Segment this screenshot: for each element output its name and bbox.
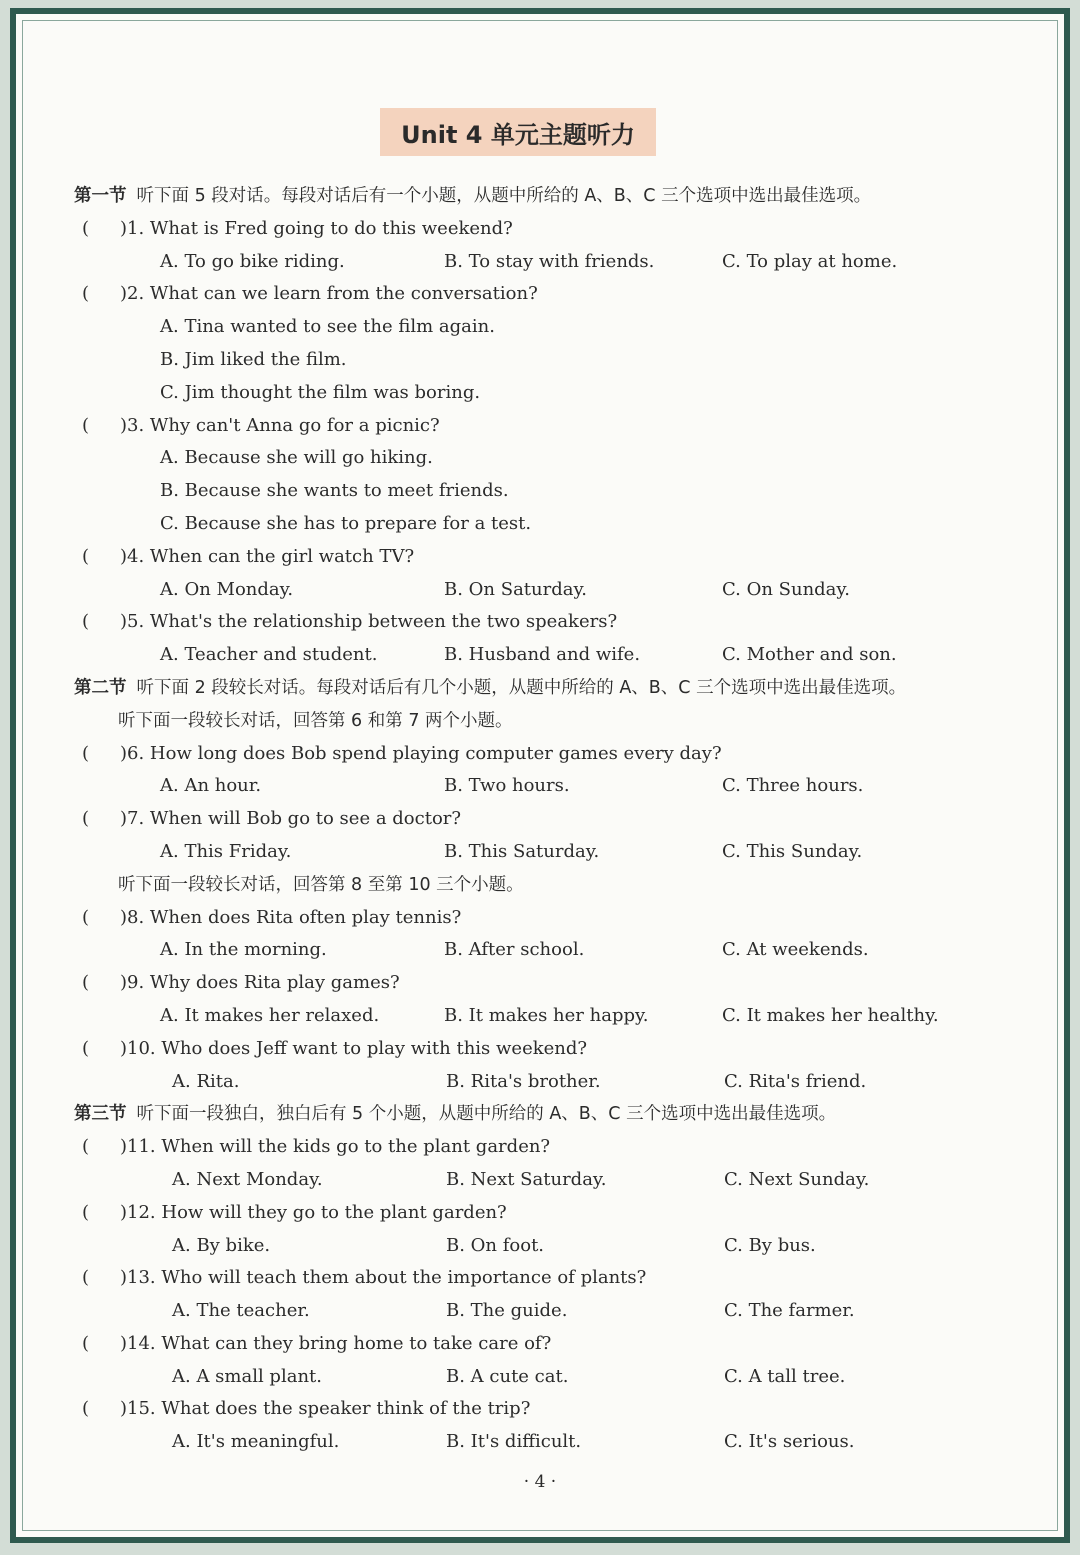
option-c: C. A tall tree. <box>724 1365 846 1387</box>
option-a: A. Next Monday. <box>172 1168 323 1190</box>
option-b: B. It makes her happy. <box>444 1004 649 1026</box>
option-b: B. The guide. <box>446 1300 568 1322</box>
question-text: )4. When can the girl watch TV? <box>120 545 415 567</box>
question-text: )10. Who does Jeff want to play with this weekend? <box>120 1037 588 1059</box>
answer-blank[interactable]: ( <box>82 283 90 305</box>
option-a: A. An hour. <box>160 775 262 797</box>
answer-blank[interactable]: ( <box>82 972 90 994</box>
answer-blank[interactable]: ( <box>82 742 90 764</box>
answer-blank[interactable]: ( <box>82 217 90 239</box>
option-a: A. A small plant. <box>172 1365 322 1387</box>
option-c: C. Jim thought the film was boring. <box>160 381 481 403</box>
option-c: C. Next Sunday. <box>724 1168 870 1190</box>
option-b: B. On Saturday. <box>444 578 587 600</box>
page-title: Unit 4 单元主题听力 <box>380 108 656 156</box>
option-a: A. In the morning. <box>160 939 327 961</box>
question-text: )1. What is Fred going to do this weekend? <box>120 217 513 239</box>
option-c: C. This Sunday. <box>722 840 863 862</box>
option-a: A. The teacher. <box>172 1300 310 1322</box>
option-a: A. It's meaningful. <box>172 1431 340 1453</box>
question-8-options <box>74 934 1044 967</box>
question-text: )6. How long does Bob spend playing computer games every day? <box>120 742 722 764</box>
option-b: B. Husband and wife. <box>444 644 641 666</box>
question-text: )3. Why can't Anna go for a picnic? <box>120 414 440 436</box>
answer-blank[interactable]: ( <box>82 1398 90 1420</box>
question-9-options <box>74 1000 1044 1033</box>
section-3-instruction <box>74 1098 1044 1131</box>
option-b: B. Rita's brother. <box>446 1070 601 1092</box>
option-b: B. A cute cat. <box>446 1365 569 1387</box>
answer-blank[interactable]: ( <box>82 906 90 928</box>
question-text: )15. What does the speaker think of the trip? <box>120 1398 531 1420</box>
option-b: B. After school. <box>444 939 585 961</box>
answer-blank[interactable]: ( <box>82 1037 90 1059</box>
section-label: 第三节 <box>74 1104 127 1125</box>
question-15-options <box>74 1426 1044 1459</box>
option-c: C. The farmer. <box>724 1300 855 1322</box>
option-c: C. To play at home. <box>722 250 898 272</box>
option-c: C. It makes her healthy. <box>722 1004 939 1026</box>
option-c: C. Mother and son. <box>722 644 897 666</box>
option-c: C. Three hours. <box>722 775 864 797</box>
subsection-instruction: 听下面一段较长对话，回答第 6 和第 7 两个小题。 <box>118 710 513 731</box>
option-c: C. By bus. <box>724 1234 816 1256</box>
option-c: C. On Sunday. <box>722 578 850 600</box>
option-b: B. Because she wants to meet friends. <box>160 480 509 502</box>
option-a: A. By bike. <box>172 1234 271 1256</box>
option-c: C. Because she has to prepare for a test. <box>160 512 532 534</box>
question-4 <box>74 541 1044 574</box>
option-a: A. Tina wanted to see the film again. <box>160 316 495 338</box>
option-b: B. To stay with friends. <box>444 250 655 272</box>
question-12 <box>74 1197 1044 1230</box>
question-15 <box>74 1393 1044 1426</box>
page-number: · 4 · <box>523 1472 557 1492</box>
question-10 <box>74 1033 1044 1066</box>
section-text: 听下面一段独白，独白后有 5 个小题，从题中所给的 A、B、C 三个选项中选出最佳选项。 <box>136 1104 837 1125</box>
question-13-options <box>74 1295 1044 1328</box>
question-11-options <box>74 1164 1044 1197</box>
answer-blank[interactable]: ( <box>82 414 90 436</box>
question-7-options <box>74 836 1044 869</box>
option-b: B. Jim liked the film. <box>160 348 347 370</box>
question-12-options <box>74 1230 1044 1263</box>
question-6-options <box>74 770 1044 803</box>
question-10-options <box>74 1066 1044 1099</box>
section-2-instruction <box>74 672 1044 705</box>
section-text: 听下面 2 段较长对话。每段对话后有几个小题，从题中所给的 A、B、C 三个选项中选出最佳选项。 <box>136 677 907 698</box>
section-1-instruction <box>74 180 1044 213</box>
question-text: )8. When does Rita often play tennis? <box>120 906 462 928</box>
answer-blank[interactable]: ( <box>82 808 90 830</box>
question-5 <box>74 606 1044 639</box>
answer-blank[interactable]: ( <box>82 1332 90 1354</box>
option-b: B. This Saturday. <box>444 840 600 862</box>
question-5-options <box>74 639 1044 672</box>
question-4-options <box>74 574 1044 607</box>
question-text: )7. When will Bob go to see a doctor? <box>120 808 462 830</box>
answer-blank[interactable]: ( <box>82 1136 90 1158</box>
option-c: C. At weekends. <box>722 939 869 961</box>
section-label: 第二节 <box>74 677 127 698</box>
option-a: A. To go bike riding. <box>160 250 345 272</box>
answer-blank[interactable]: ( <box>82 1201 90 1223</box>
question-14 <box>74 1328 1044 1361</box>
question-2 <box>74 278 1044 311</box>
question-1 <box>74 213 1044 246</box>
option-c: C. It's serious. <box>724 1431 855 1453</box>
worksheet-body <box>74 180 1044 1459</box>
question-8 <box>74 902 1044 935</box>
option-a: A. It makes her relaxed. <box>160 1004 380 1026</box>
question-13 <box>74 1262 1044 1295</box>
question-text: )9. Why does Rita play games? <box>120 972 400 994</box>
option-a: A. On Monday. <box>160 578 294 600</box>
option-a: A. Rita. <box>172 1070 240 1092</box>
question-14-options <box>74 1361 1044 1394</box>
subsection-instruction: 听下面一段较长对话，回答第 8 至第 10 三个小题。 <box>118 874 524 895</box>
option-a: A. Teacher and student. <box>160 644 378 666</box>
question-text: )13. Who will teach them about the importance of plants? <box>120 1267 647 1289</box>
question-7 <box>74 803 1044 836</box>
question-6 <box>74 738 1044 771</box>
option-c: C. Rita's friend. <box>724 1070 867 1092</box>
option-b: B. On foot. <box>446 1234 545 1256</box>
option-b: B. Next Saturday. <box>446 1168 607 1190</box>
question-text: )12. How will they go to the plant garden? <box>120 1201 507 1223</box>
option-b: B. It's difficult. <box>446 1431 582 1453</box>
option-b: B. Two hours. <box>444 775 570 797</box>
option-a: A. This Friday. <box>160 840 292 862</box>
section-text: 听下面 5 段对话。每段对话后有一个小题，从题中所给的 A、B、C 三个选项中选出最佳选项。 <box>136 186 872 206</box>
question-text: )14. What can they bring home to take care of? <box>120 1332 552 1354</box>
question-text: )11. When will the kids go to the plant garden? <box>120 1136 551 1158</box>
section-label: 第一节 <box>74 186 127 206</box>
question-1-options <box>74 246 1044 279</box>
answer-blank[interactable]: ( <box>82 611 90 633</box>
question-9 <box>74 967 1044 1000</box>
answer-blank[interactable]: ( <box>82 1267 90 1289</box>
question-3 <box>74 410 1044 443</box>
question-text: )5. What's the relationship between the two speakers? <box>120 611 618 633</box>
question-text: )2. What can we learn from the conversation? <box>120 283 538 305</box>
answer-blank[interactable]: ( <box>82 545 90 567</box>
option-a: A. Because she will go hiking. <box>160 447 433 469</box>
question-11 <box>74 1131 1044 1164</box>
